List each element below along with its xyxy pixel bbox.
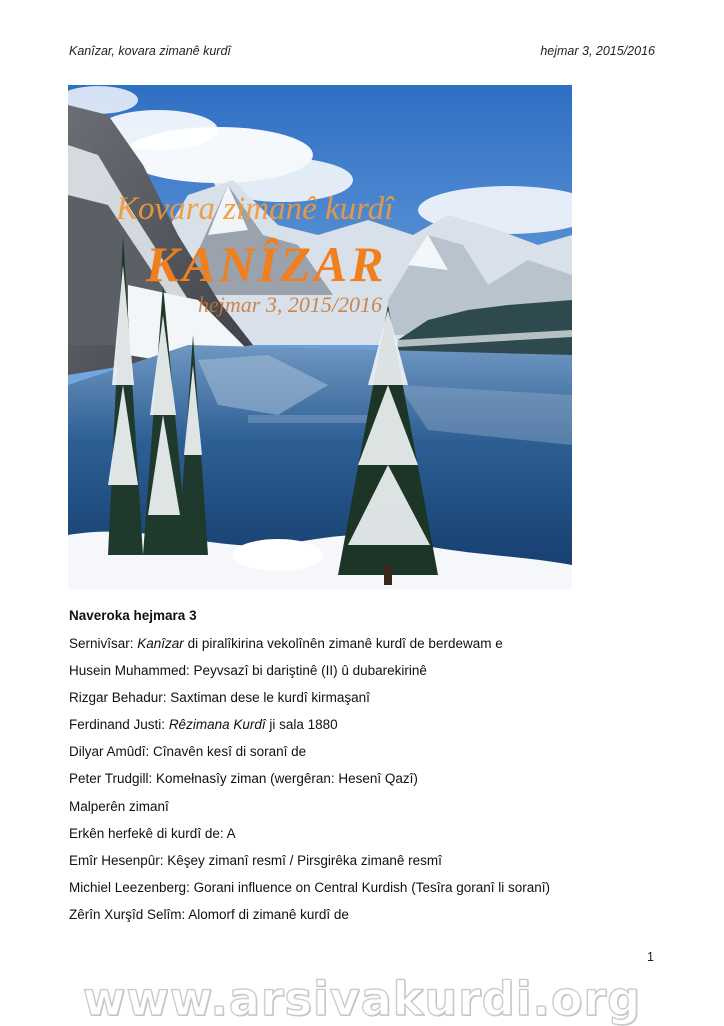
toc-item: Peter Trudgill: Komełnasîy ziman (wergêran: Hesenî Qazî) [69, 771, 418, 787]
watermark: www.arsivakurdi.org [82, 972, 642, 1026]
toc-item: Rizgar Behadur: Saxtiman dese le kurdî kirmaşanî [69, 690, 370, 706]
toc-item: Sernivîsar: Kanîzar di piralîkirina vekolînên zimanê kurdî de berdewam e [69, 636, 503, 651]
cover-image [68, 85, 572, 589]
page-number: 1 [647, 950, 654, 964]
toc-item: Michiel Leezenberg: Gorani influence on Central Kurdish (Tesîra goranî li soranî) [69, 879, 550, 895]
header-issue-number: hejmar 3, 2015/2016 [540, 44, 655, 58]
toc-item: Husein Muhammed: Peyvsazî bi dariştinê (II) û dubarekirinê [69, 663, 427, 679]
toc-item: Erkên herfekê di kurdî de: A [69, 825, 236, 841]
cover-subtitle: Kovara zimanê kurdî [116, 191, 394, 227]
cover-title-overlay [68, 85, 572, 589]
toc-item: Ferdinand Justi: Rêzimana Kurdî ji sala 1880 [69, 717, 338, 733]
toc-item: Zêrîn Xurşîd Selîm: Alomorf di zimanê kurdî de [69, 906, 349, 922]
toc-heading: Naveroka hejmara 3 [69, 608, 197, 623]
table-of-contents [69, 636, 550, 934]
header-journal-title: Kanîzar, kovara zimanê kurdî [69, 44, 231, 58]
toc-item: Dilyar Amûdî: Cînavên kesî di soranî de [69, 744, 307, 760]
cover-title: KANÎZAR [146, 236, 387, 292]
running-header [69, 44, 655, 62]
cover-issue: hejmar 3, 2015/2016 [198, 292, 382, 317]
toc-item: Malperên zimanî [69, 798, 169, 814]
toc-item: Emîr Hesenpûr: Kêşey zimanî resmî / Pirsgirêka zimanê resmî [69, 852, 442, 868]
